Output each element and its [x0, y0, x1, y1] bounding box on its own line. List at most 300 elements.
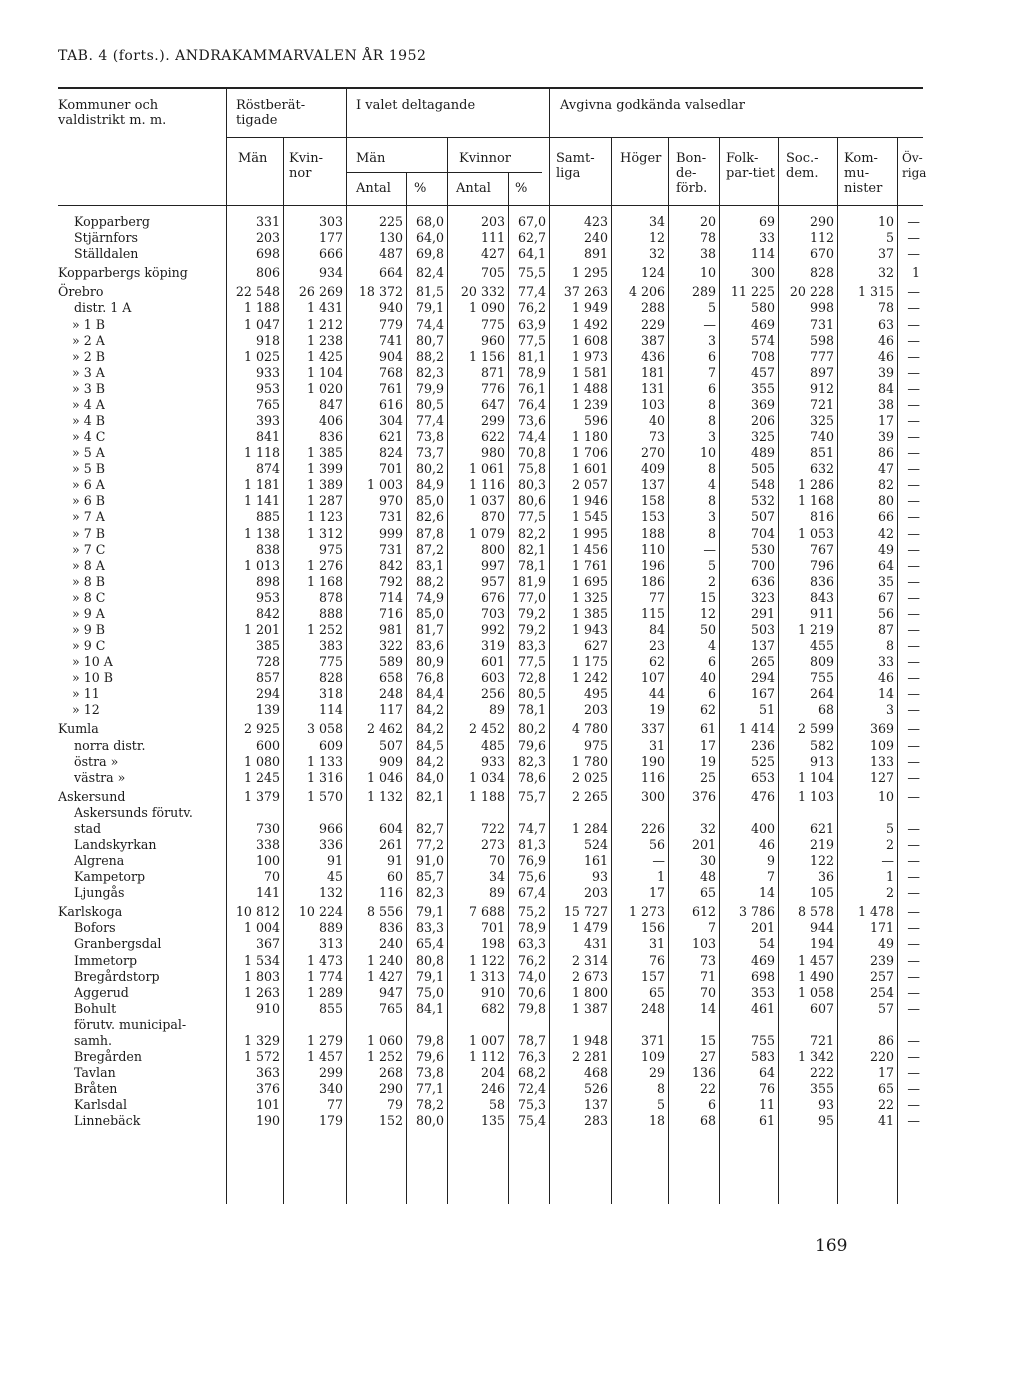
table-cell: 158 [640, 493, 665, 509]
table-cell: 722 [480, 820, 505, 836]
table-cell: 700 [750, 557, 775, 573]
table-cell: 64 [758, 1065, 775, 1081]
table-cell: 369 [869, 721, 894, 737]
table-cell: 77,2 [415, 837, 444, 852]
table-cell: 806 [255, 265, 280, 281]
table-cell: 68 [699, 1113, 716, 1129]
table-cell: 7 [707, 920, 716, 936]
table-cell: 254 [869, 984, 894, 1000]
table-cell: 70,6 [517, 984, 546, 1000]
table-cell: 632 [809, 461, 834, 477]
table-cell: 64 [877, 557, 894, 573]
table-cell: 62,7 [517, 230, 546, 246]
table-cell: 1 289 [306, 984, 343, 1000]
table-cell: 6 [707, 654, 716, 670]
table-cell: 78,9 [517, 364, 546, 380]
table-cell: 4 206 [628, 284, 665, 300]
table-cell: 980 [480, 445, 505, 461]
table-cell: 204 [480, 1065, 505, 1081]
table-cell: — [907, 638, 920, 654]
table-cell: 84,1 [415, 1000, 444, 1016]
table-cell: 64,1 [517, 246, 546, 262]
table-cell: — [907, 920, 920, 936]
table-cell [778, 805, 837, 821]
table-cell: 1 774 [306, 968, 343, 984]
table-cell: — [907, 1049, 920, 1065]
table-row [58, 920, 923, 936]
table-cell: 653 [750, 769, 775, 785]
table-cell: 203 [255, 230, 280, 246]
table-cell: 857 [255, 670, 280, 686]
table-cell: 1 034 [468, 769, 505, 785]
table-cell: 73,6 [517, 412, 546, 428]
table-cell: — [907, 753, 920, 769]
table-cell: 716 [378, 605, 403, 621]
row-label: Kumla [58, 721, 99, 737]
table-cell: — [907, 246, 920, 262]
table-cell: 526 [583, 1081, 608, 1097]
table-cell: 731 [378, 541, 403, 557]
table-cell: 589 [378, 654, 403, 670]
table-cell: 792 [378, 573, 403, 589]
table-cell: — [907, 1065, 920, 1081]
table-cell: 992 [480, 621, 505, 637]
table-cell: 627 [583, 638, 608, 654]
table-cell: 918 [255, 332, 280, 348]
table-cell: 3 [707, 429, 716, 445]
table-cell: 600 [255, 737, 280, 753]
table-cell: 74,4 [517, 429, 546, 445]
table-cell: 236 [750, 737, 775, 753]
table-cell: 78,2 [415, 1097, 444, 1113]
table-cell: 376 [691, 788, 716, 804]
table-cell: 32 [699, 820, 716, 836]
table-cell: 1 047 [243, 316, 280, 332]
table-cell: 828 [809, 265, 834, 281]
table-cell: 77 [326, 1097, 343, 1113]
table-cell: 2 673 [571, 968, 608, 984]
table-cell: 6 [707, 380, 716, 396]
row-label: » 8 B [72, 573, 105, 589]
table-cell: 109 [640, 1049, 665, 1065]
row-label: » 2 B [72, 348, 105, 364]
table-cell: 84,4 [415, 686, 444, 702]
table-cell: 2 462 [366, 721, 403, 737]
table-cell: 79,1 [415, 904, 444, 920]
table-cell: 1 329 [243, 1032, 280, 1048]
table-cell: 878 [318, 589, 343, 605]
table-cell: 409 [640, 461, 665, 477]
table-cell: 57 [877, 1000, 894, 1016]
table-cell: 198 [480, 936, 505, 952]
table-cell: 2 452 [468, 721, 505, 737]
table-cell: 186 [640, 573, 665, 589]
table-cell: 393 [255, 412, 280, 428]
row-label: Bråten [74, 1081, 118, 1097]
table-cell: 612 [691, 904, 716, 920]
table-cell: 1 252 [306, 621, 343, 637]
table-cell: 708 [750, 348, 775, 364]
table-row [58, 590, 923, 606]
row-label: Immetorp [74, 952, 138, 968]
row-label: Kopparbergs köping [58, 265, 188, 281]
header-antal-kvinnor: Antal [456, 181, 491, 196]
header-rost-man: Män [238, 151, 268, 166]
table-cell: 8 556 [366, 904, 403, 920]
table-cell: 1 219 [797, 621, 834, 637]
table-cell: 82,3 [517, 753, 546, 769]
table-cell: 704 [750, 525, 775, 541]
table-cell: 851 [809, 445, 834, 461]
table-cell: 336 [318, 837, 343, 852]
table-cell: 371 [640, 1032, 665, 1048]
table-cell: 80,3 [517, 477, 546, 493]
row-label: » 8 C [72, 589, 106, 605]
table-cell: 91 [386, 853, 403, 869]
table-cell: 1 948 [571, 1032, 608, 1048]
table-cell: 1 037 [468, 493, 505, 509]
table-cell: 289 [691, 284, 716, 300]
table-cell [346, 1017, 406, 1033]
table-cell [406, 1017, 447, 1033]
table-cell: 796 [809, 557, 834, 573]
table-cell: 507 [750, 509, 775, 525]
table-cell: 485 [480, 737, 505, 753]
table-cell: 775 [480, 316, 505, 332]
table-cell: 1 239 [571, 396, 608, 412]
table-cell: 86 [877, 445, 894, 461]
table-cell: 79,1 [415, 968, 444, 984]
row-label: » 5 A [72, 445, 105, 461]
table-cell: — [907, 445, 920, 461]
table-cell: 2 057 [571, 477, 608, 493]
table-cell: 80,5 [517, 686, 546, 702]
table-cell: 583 [750, 1049, 775, 1065]
table-cell: 219 [809, 837, 834, 852]
table-cell: 1 122 [468, 952, 505, 968]
table-cell: 115 [640, 605, 665, 621]
table-row [58, 316, 923, 332]
row-label: » 3 B [72, 380, 105, 396]
table-cell: 80,7 [415, 332, 444, 348]
table-cell: 81,5 [415, 284, 444, 300]
table-cell: — [907, 541, 920, 557]
table-cell: 1 425 [306, 348, 343, 364]
table-cell: 10 [699, 445, 716, 461]
table-cell: 1 141 [243, 493, 280, 509]
table-row [58, 1049, 923, 1065]
table-cell: 836 [809, 573, 834, 589]
table-row [58, 953, 923, 969]
table-cell: 1 457 [306, 1049, 343, 1065]
table-cell: 507 [378, 737, 403, 753]
table-cell: 70 [699, 984, 716, 1000]
table-cell: 8 [707, 412, 716, 428]
table-cell: 318 [318, 686, 343, 702]
table-cell: 765 [255, 396, 280, 412]
table-cell: 842 [378, 557, 403, 573]
row-label: Askersund [58, 788, 126, 804]
table-cell: 816 [809, 509, 834, 525]
table-cell: 46 [877, 670, 894, 686]
header-folkpartiet: Folk-par-tiet [726, 151, 775, 181]
table-row [58, 445, 923, 461]
table-cell: 77,4 [415, 412, 444, 428]
table-cell: 30 [699, 853, 716, 869]
table-cell: — [907, 316, 920, 332]
table-cell: — [907, 853, 920, 869]
table-cell: 38 [699, 246, 716, 262]
table-cell: 60 [386, 869, 403, 885]
table-cell: 46 [877, 332, 894, 348]
table-cell: 31 [648, 936, 665, 952]
table-cell: — [907, 1113, 920, 1129]
table-cell: 79,9 [415, 380, 444, 396]
table-cell: 76,4 [517, 396, 546, 412]
header-pct-man: % [414, 181, 427, 196]
table-cell: 3 058 [306, 721, 343, 737]
table-cell: 100 [255, 853, 280, 869]
table-cell: — [907, 557, 920, 573]
table-cell: 22 [699, 1081, 716, 1097]
row-label: » 9 A [72, 605, 105, 621]
row-label: » 4 A [72, 396, 105, 412]
table-cell: 728 [255, 654, 280, 670]
row-label: » 10 B [72, 670, 113, 686]
table-cell: 103 [691, 936, 716, 952]
table-cell: 1 007 [468, 1032, 505, 1048]
table-cell: 461 [750, 1000, 775, 1016]
table-cell: — [907, 670, 920, 686]
table-cell: 353 [750, 984, 775, 1000]
table-cell: 838 [255, 541, 280, 557]
table-cell: 39 [877, 364, 894, 380]
table-cell: 61 [699, 721, 716, 737]
table-cell [226, 805, 283, 821]
table-cell: 89 [488, 885, 505, 901]
table-cell: 78,1 [517, 702, 546, 718]
table-cell: 6 [707, 1097, 716, 1113]
table-cell: 61 [758, 1113, 775, 1129]
table-cell: — [907, 936, 920, 952]
table-cell: 1 061 [468, 461, 505, 477]
table-cell: 325 [750, 429, 775, 445]
table-cell: 201 [691, 837, 716, 852]
table-cell [897, 1017, 923, 1033]
table-cell: 75,2 [517, 904, 546, 920]
table-cell: 1 803 [243, 968, 280, 984]
table-cell: 431 [583, 936, 608, 952]
table-cell: 322 [378, 638, 403, 654]
table-cell: 76,3 [517, 1049, 546, 1065]
table-cell: 78,1 [517, 557, 546, 573]
table-cell: 940 [378, 300, 403, 316]
table-row [58, 381, 923, 397]
table-cell: 1 315 [857, 284, 894, 300]
table-cell: 842 [255, 605, 280, 621]
table-cell: 944 [809, 920, 834, 936]
table-cell: 79,8 [517, 1000, 546, 1016]
table-cell: 476 [750, 788, 775, 804]
table-cell: 14 [877, 686, 894, 702]
table-cell: 2 925 [243, 721, 280, 737]
table-cell: 225 [378, 214, 403, 230]
table-cell: 42 [877, 525, 894, 541]
table-cell: — [907, 952, 920, 968]
table-cell: 400 [750, 820, 775, 836]
table-cell: 80,2 [415, 461, 444, 477]
table-cell: — [881, 853, 894, 869]
table-cell: 1 995 [571, 525, 608, 541]
table-cell: 127 [869, 769, 894, 785]
table-cell: 79,6 [415, 1049, 444, 1065]
table-cell: 525 [750, 753, 775, 769]
header-samtliga: Samt-liga [556, 151, 595, 181]
table-cell: 82,1 [415, 788, 444, 804]
table-cell: 82,4 [415, 265, 444, 281]
table-cell: 203 [480, 214, 505, 230]
table-cell: 1 761 [571, 557, 608, 573]
table-cell: 1 188 [243, 300, 280, 316]
row-label: Karlsdal [74, 1097, 128, 1113]
table-cell [549, 805, 611, 821]
table-cell: 73,8 [415, 1065, 444, 1081]
table-cell: 1 212 [306, 316, 343, 332]
table-cell: 836 [318, 429, 343, 445]
table-row [58, 1097, 923, 1113]
table-cell: 7 [766, 869, 775, 885]
header-valsedlar: Avgivna godkända valsedlar [560, 98, 746, 113]
table-cell: 1 946 [571, 493, 608, 509]
table-cell [508, 805, 549, 821]
table-cell: 290 [809, 214, 834, 230]
table-cell: 70 [488, 853, 505, 869]
table-cell: 824 [378, 445, 403, 461]
table-cell: 340 [318, 1081, 343, 1097]
table-cell: 775 [318, 654, 343, 670]
table-cell: — [907, 721, 920, 737]
row-label: östra » [74, 753, 119, 769]
table-cell: 83,3 [517, 638, 546, 654]
table-cell: 80,8 [415, 952, 444, 968]
table-cell: 1 168 [797, 493, 834, 509]
table-cell: 5 [656, 1097, 665, 1113]
table-cell: 367 [255, 936, 280, 952]
table-cell: — [907, 885, 920, 901]
table-cell: 596 [583, 412, 608, 428]
header-antal-man: Antal [356, 181, 391, 196]
table-cell: 910 [480, 984, 505, 1000]
row-label: Bregårdstorp [74, 968, 160, 984]
table-cell: 33 [758, 230, 775, 246]
table-cell: 800 [480, 541, 505, 557]
table-cell: 105 [809, 885, 834, 901]
table-cell: 79,1 [415, 300, 444, 316]
table-cell: 14 [699, 1000, 716, 1016]
table-cell: 130 [378, 230, 403, 246]
table-row [58, 837, 923, 853]
table-cell: 1 060 [366, 1032, 403, 1048]
table-cell: 58 [488, 1097, 505, 1113]
table-cell: 1 601 [571, 461, 608, 477]
table-row [58, 869, 923, 885]
table-cell: 2 265 [571, 788, 608, 804]
table-cell: 997 [480, 557, 505, 573]
table-cell: 1 104 [306, 364, 343, 380]
table-cell: 2 [885, 837, 894, 852]
table-cell: — [703, 541, 716, 557]
table-cell: 294 [750, 670, 775, 686]
table-cell: 63 [877, 316, 894, 332]
table-cell: 809 [809, 654, 834, 670]
table-cell: 1 245 [243, 769, 280, 785]
table-row [58, 936, 923, 952]
table-cell: 855 [318, 1000, 343, 1016]
table-cell: 383 [318, 638, 343, 654]
table-cell: — [907, 477, 920, 493]
table-cell: 1 263 [243, 984, 280, 1000]
header-hoger: Höger [620, 151, 662, 166]
table-cell: 91 [326, 853, 343, 869]
table-cell: 664 [378, 265, 403, 281]
table-row [58, 477, 923, 493]
table-cell [668, 805, 719, 821]
table-cell: 1 273 [628, 904, 665, 920]
table-cell: 87 [877, 621, 894, 637]
table-cell: 1 943 [571, 621, 608, 637]
table-cell: 331 [255, 214, 280, 230]
table-cell: 741 [378, 332, 403, 348]
table-cell: 1 286 [797, 477, 834, 493]
table-cell: 904 [378, 348, 403, 364]
table-cell: 73 [699, 952, 716, 968]
table-cell: 291 [750, 605, 775, 621]
table-cell: 1 181 [243, 477, 280, 493]
table-cell: 455 [809, 638, 834, 654]
table-body [58, 214, 923, 1129]
table-cell: 705 [480, 265, 505, 281]
table-row [58, 638, 923, 654]
table-cell: 891 [583, 246, 608, 262]
table-cell: 1 385 [306, 445, 343, 461]
row-label: Ställdalen [74, 246, 139, 262]
table-cell: 116 [640, 769, 665, 785]
table-row [58, 509, 923, 525]
table-cell: — [907, 332, 920, 348]
table-cell: 26 269 [298, 284, 343, 300]
table-cell: 1 103 [797, 788, 834, 804]
table-cell: 953 [255, 380, 280, 396]
table-cell: 1 104 [797, 769, 834, 785]
table-cell: 530 [750, 541, 775, 557]
table-cell: 56 [648, 837, 665, 852]
table-cell: 1 238 [306, 332, 343, 348]
table-cell: 74,0 [517, 968, 546, 984]
table-cell [549, 1017, 611, 1033]
table-row [58, 365, 923, 381]
table-cell: — [907, 869, 920, 885]
table-cell: 196 [640, 557, 665, 573]
table-cell: 157 [640, 968, 665, 984]
table-cell: 582 [809, 737, 834, 753]
row-label: » 8 A [72, 557, 105, 573]
table-cell: 264 [809, 686, 834, 702]
table-cell: 10 224 [298, 904, 343, 920]
table-cell: 3 [885, 702, 894, 718]
table-cell: 580 [750, 300, 775, 316]
table-cell: 1 020 [306, 380, 343, 396]
table-cell: 77 [648, 589, 665, 605]
